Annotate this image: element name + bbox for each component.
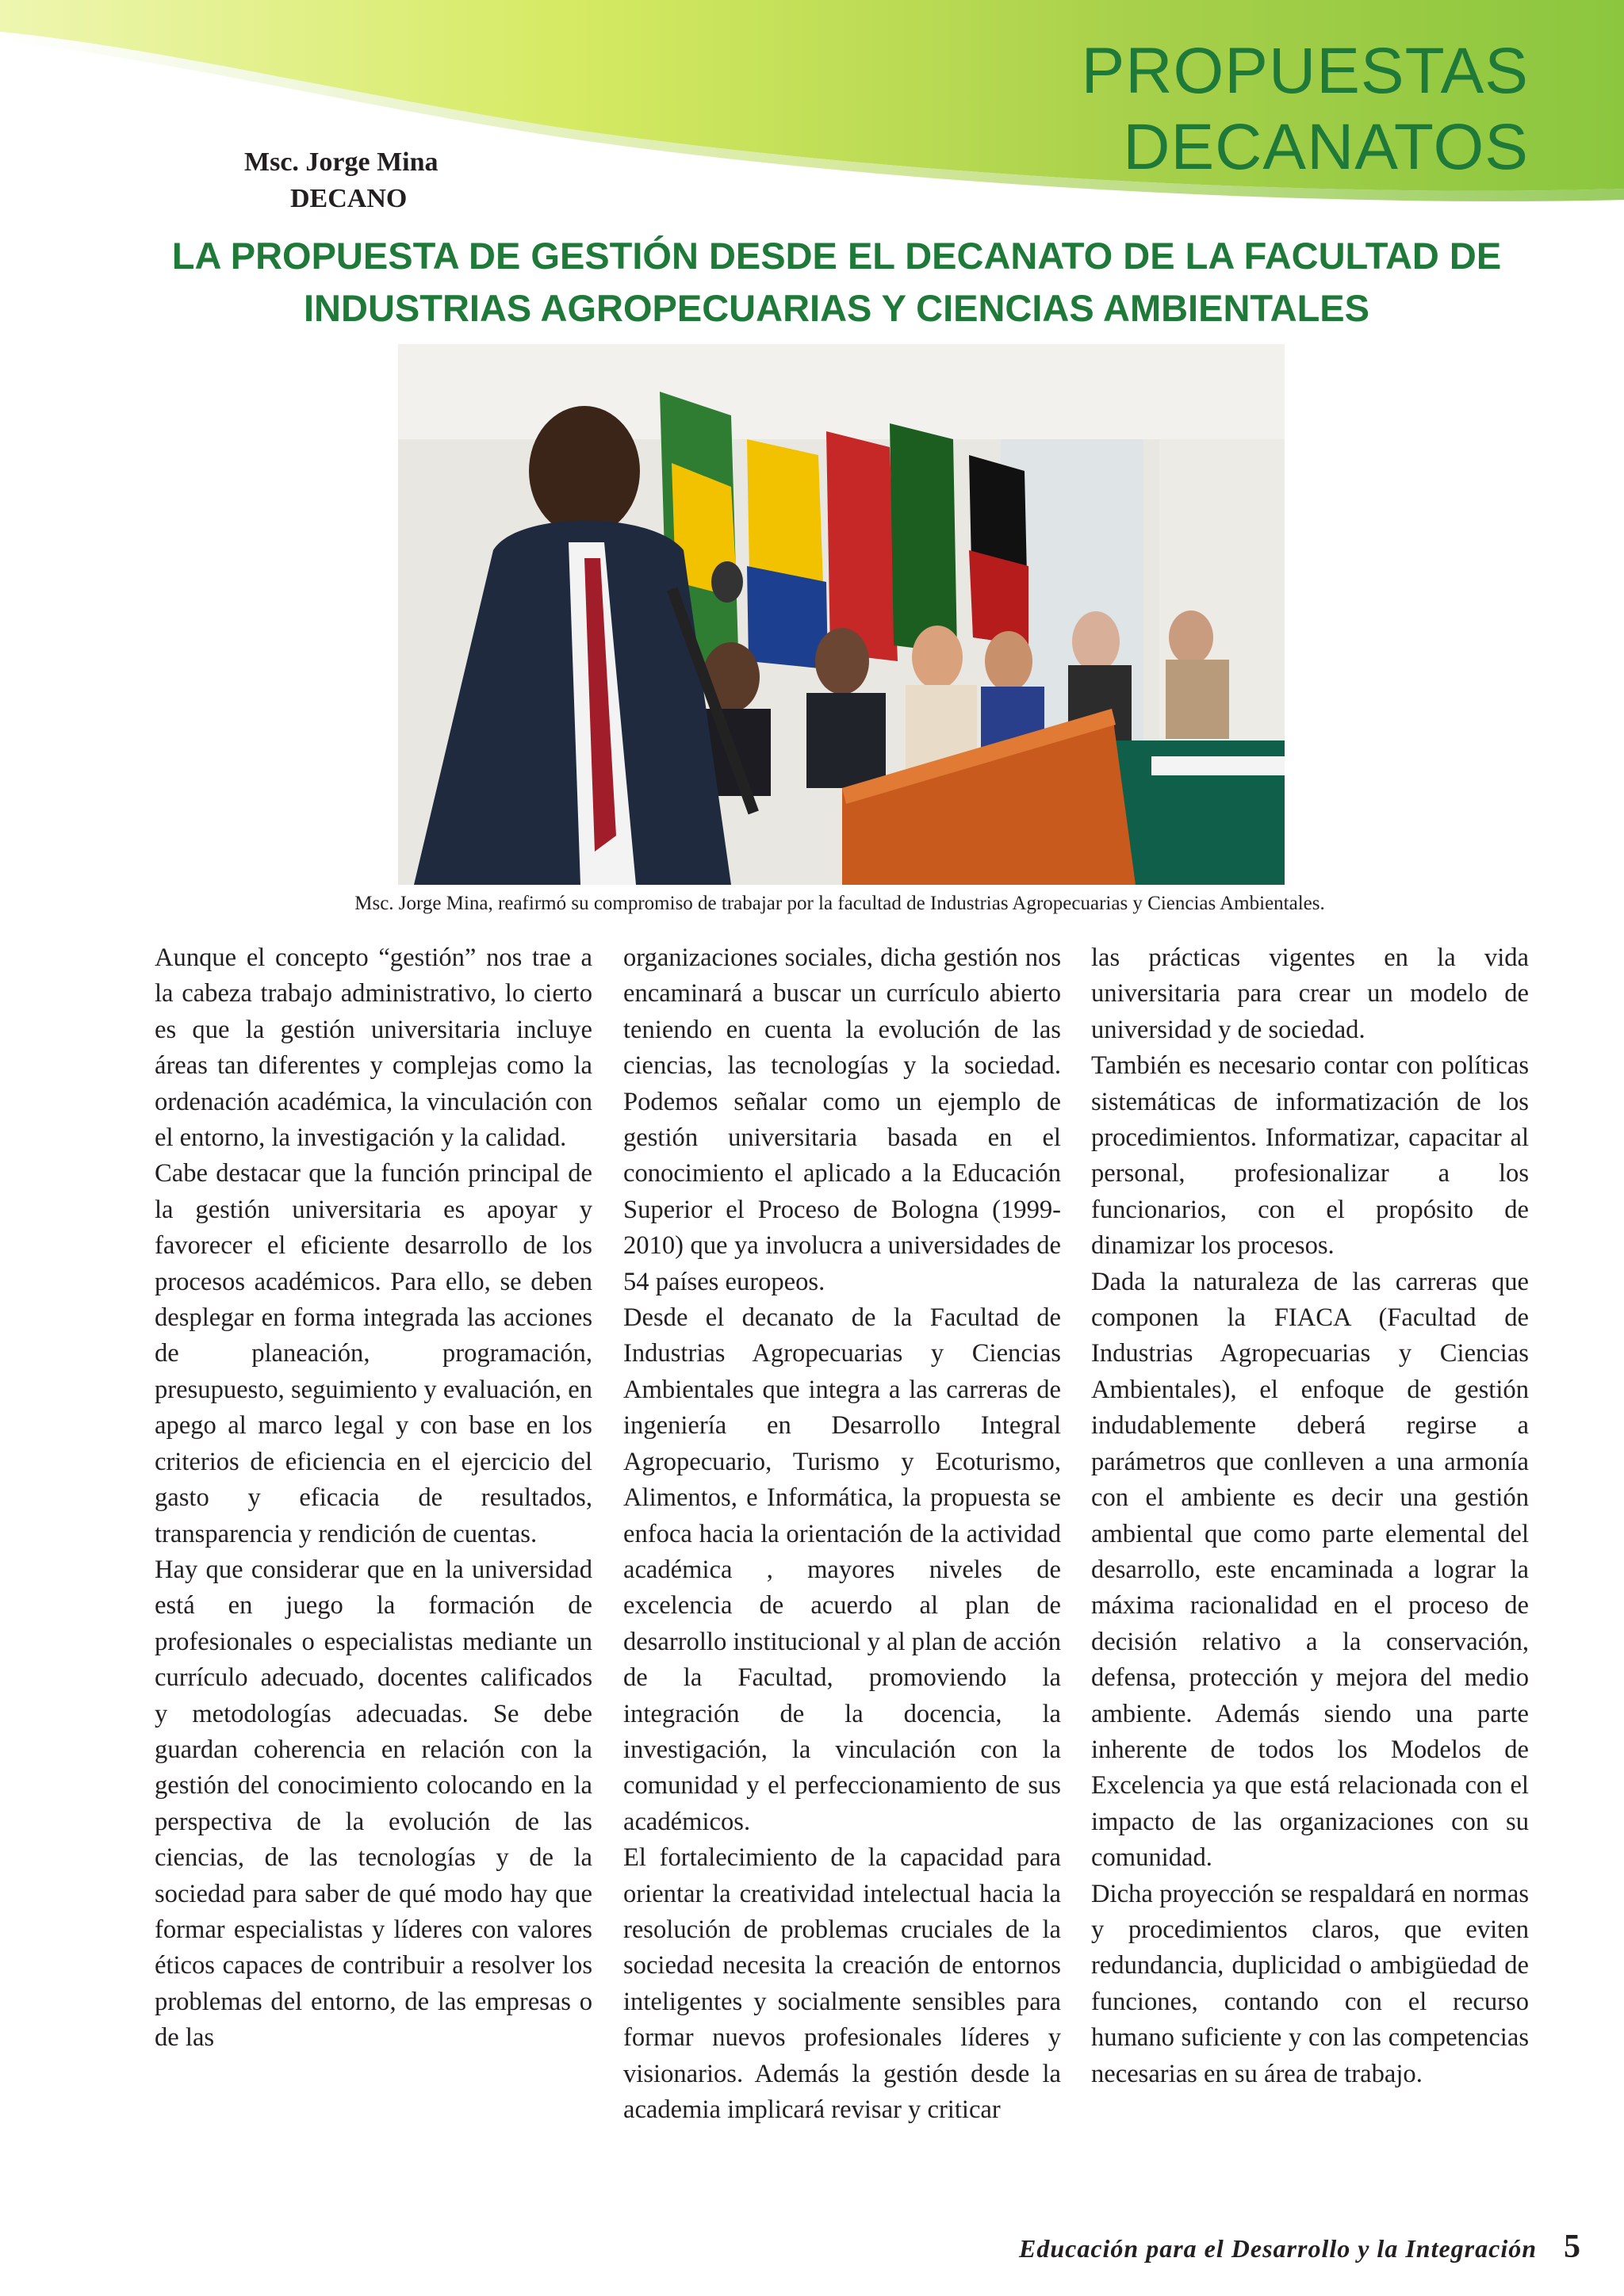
paragraph: organizaciones sociales, dicha gestión nos encaminará a buscar un currículo abierto teniendo en cuenta la evolución de las ciencias, las tecnologías y la sociedad. Podemos señalar como un ejemplo de gestión universitaria basada en el conocimiento el aplicado a la Educación Superior el Proceso de Bologna (1999-2010) que ya involucra a universidades de 54 países europeos. bbox=[623, 943, 1061, 1296]
paragraph: Hay que considerar que en la universidad está en juego la formación de profesionales o especialistas mediante un currículo adecuado, docentes calificados y metodologías adecuadas. Se debe guardan coherencia en relación con la gestión del conocimiento colocando en la perspectiva de la evolución de las ciencias, de las tecnologías y de la sociedad para saber de qué modo hay que formar especialistas y líderes con valores éticos capaces de contribuir a resolver los problemas del entorno, de las empresas o de las bbox=[155, 1555, 592, 2053]
headline-line-2: INDUSTRIAS AGROPECUARIAS Y CIENCIAS AMBIENTALES bbox=[304, 287, 1369, 329]
paragraph: Dicha proyección se respaldará en normas y procedimientos claros, que eviten redundancia, duplicidad o ambigüedad de funciones, contando con el recurso humano suficiente y con las competencias necesarias en su área de trabajo. bbox=[1091, 1879, 1529, 2088]
article-headline bbox=[119, 230, 1554, 335]
paragraph: Dada la naturaleza de las carreras que componen la FIACA (Facultad de Industrias Agropecuarias y Ciencias Ambientales), el enfoque de gestión indudablemente deberá regirse a parámetros que conlleven a una armonía con el ambiente es decir una gestión ambiental que como parte elemental del desarrollo, este encaminada a lograr la máxima racionalidad en el proceso de decisión relativo a la conservación, defensa, protección y mejora del medio ambiente. Además siendo una parte inherente de todos los Modelos de Excelencia ya que está relacionada con el impacto de las organizaciones con su comunidad. bbox=[1091, 1267, 1529, 1873]
section-title bbox=[815, 33, 1529, 186]
paragraph: Cabe destacar que la función principal de la gestión universitaria es apoyar y favorecer el eficiente desarrollo de los procesos académicos. Para ello, se deben desplegar en forma integrada las acciones de planeación, programación, presupuesto, seguimiento y evaluación, en apego al marco legal y con base en los criterios de eficiencia en el ejercicio del gasto y eficacia de resultados, transparencia y rendición de cuentas. bbox=[155, 1159, 592, 1548]
paragraph: También es necesario contar con políticas sistemáticas de informatización de los procedimientos. Informatizar, capacitar al personal, profesionalizar a los funcionarios, con el propósito de dinamizar los procesos. bbox=[1091, 1051, 1529, 1261]
journal-name: Educación para el Desarrollo y la Integración bbox=[1018, 2234, 1537, 2263]
author-role: DECANO bbox=[290, 184, 408, 213]
paragraph: Aunque el concepto “gestión” nos trae a la cabeza trabajo administrativo, lo cierto es que la gestión universitaria incluye áreas tan diferentes y complejas como la ordenación académica, la vinculación con el entorno, la investigación y la calidad. bbox=[155, 943, 592, 1153]
paragraph: El fortalecimiento de la capacidad para orientar la creatividad intelectual hacia la resolución de problemas cruciales de la sociedad necesita la creación de entornos inteligentes y socialmente sensibles para formar nuevos profesionales líderes y visionarios. Además la gestión desde la academia implicará revisar y criticar bbox=[623, 1843, 1061, 2124]
photo-speaker-at-podium bbox=[398, 344, 1285, 885]
text-column-1 bbox=[155, 940, 592, 2057]
section-title-line-1: PROPUESTAS bbox=[1081, 35, 1529, 107]
author-name: Msc. Jorge Mina bbox=[244, 147, 439, 177]
text-column-3 bbox=[1091, 940, 1529, 2092]
paragraph: Desde el decanato de la Facultad de Industrias Agropecuarias y Ciencias Ambientales que integra a las carreras de ingeniería en Desarrollo Integral Agropecuario, Turismo y Ecoturismo, Alimentos, e Informática, la propuesta se enfoca hacia la orientación de la actividad académica , mayores niveles de excelencia de acuerdo al plan de desarrollo institucional y al plan de acción de la Facultad, promoviendo la integración de la docencia, la investigación, la vinculación con la comunidad y el perfeccionamiento de sus académicos. bbox=[623, 1303, 1061, 1836]
section-title-line-2: DECANATOS bbox=[1123, 111, 1529, 183]
photo-caption: Msc. Jorge Mina, reafirmó su compromiso de trabajar por la facultad de Industrias Agropecuarias y Ciencias Ambientales. bbox=[354, 893, 1325, 914]
page-footer bbox=[1019, 2228, 1580, 2266]
text-column-2 bbox=[623, 940, 1061, 2128]
paragraph: las prácticas vigentes en la vida universitaria para crear un modelo de universidad y de sociedad. bbox=[1091, 943, 1529, 1044]
author-block bbox=[244, 144, 439, 217]
headline-line-1: LA PROPUESTA DE GESTIÓN DESDE EL DECANATO DE LA FACULTAD DE bbox=[171, 235, 1502, 277]
page-number: 5 bbox=[1564, 2229, 1580, 2265]
